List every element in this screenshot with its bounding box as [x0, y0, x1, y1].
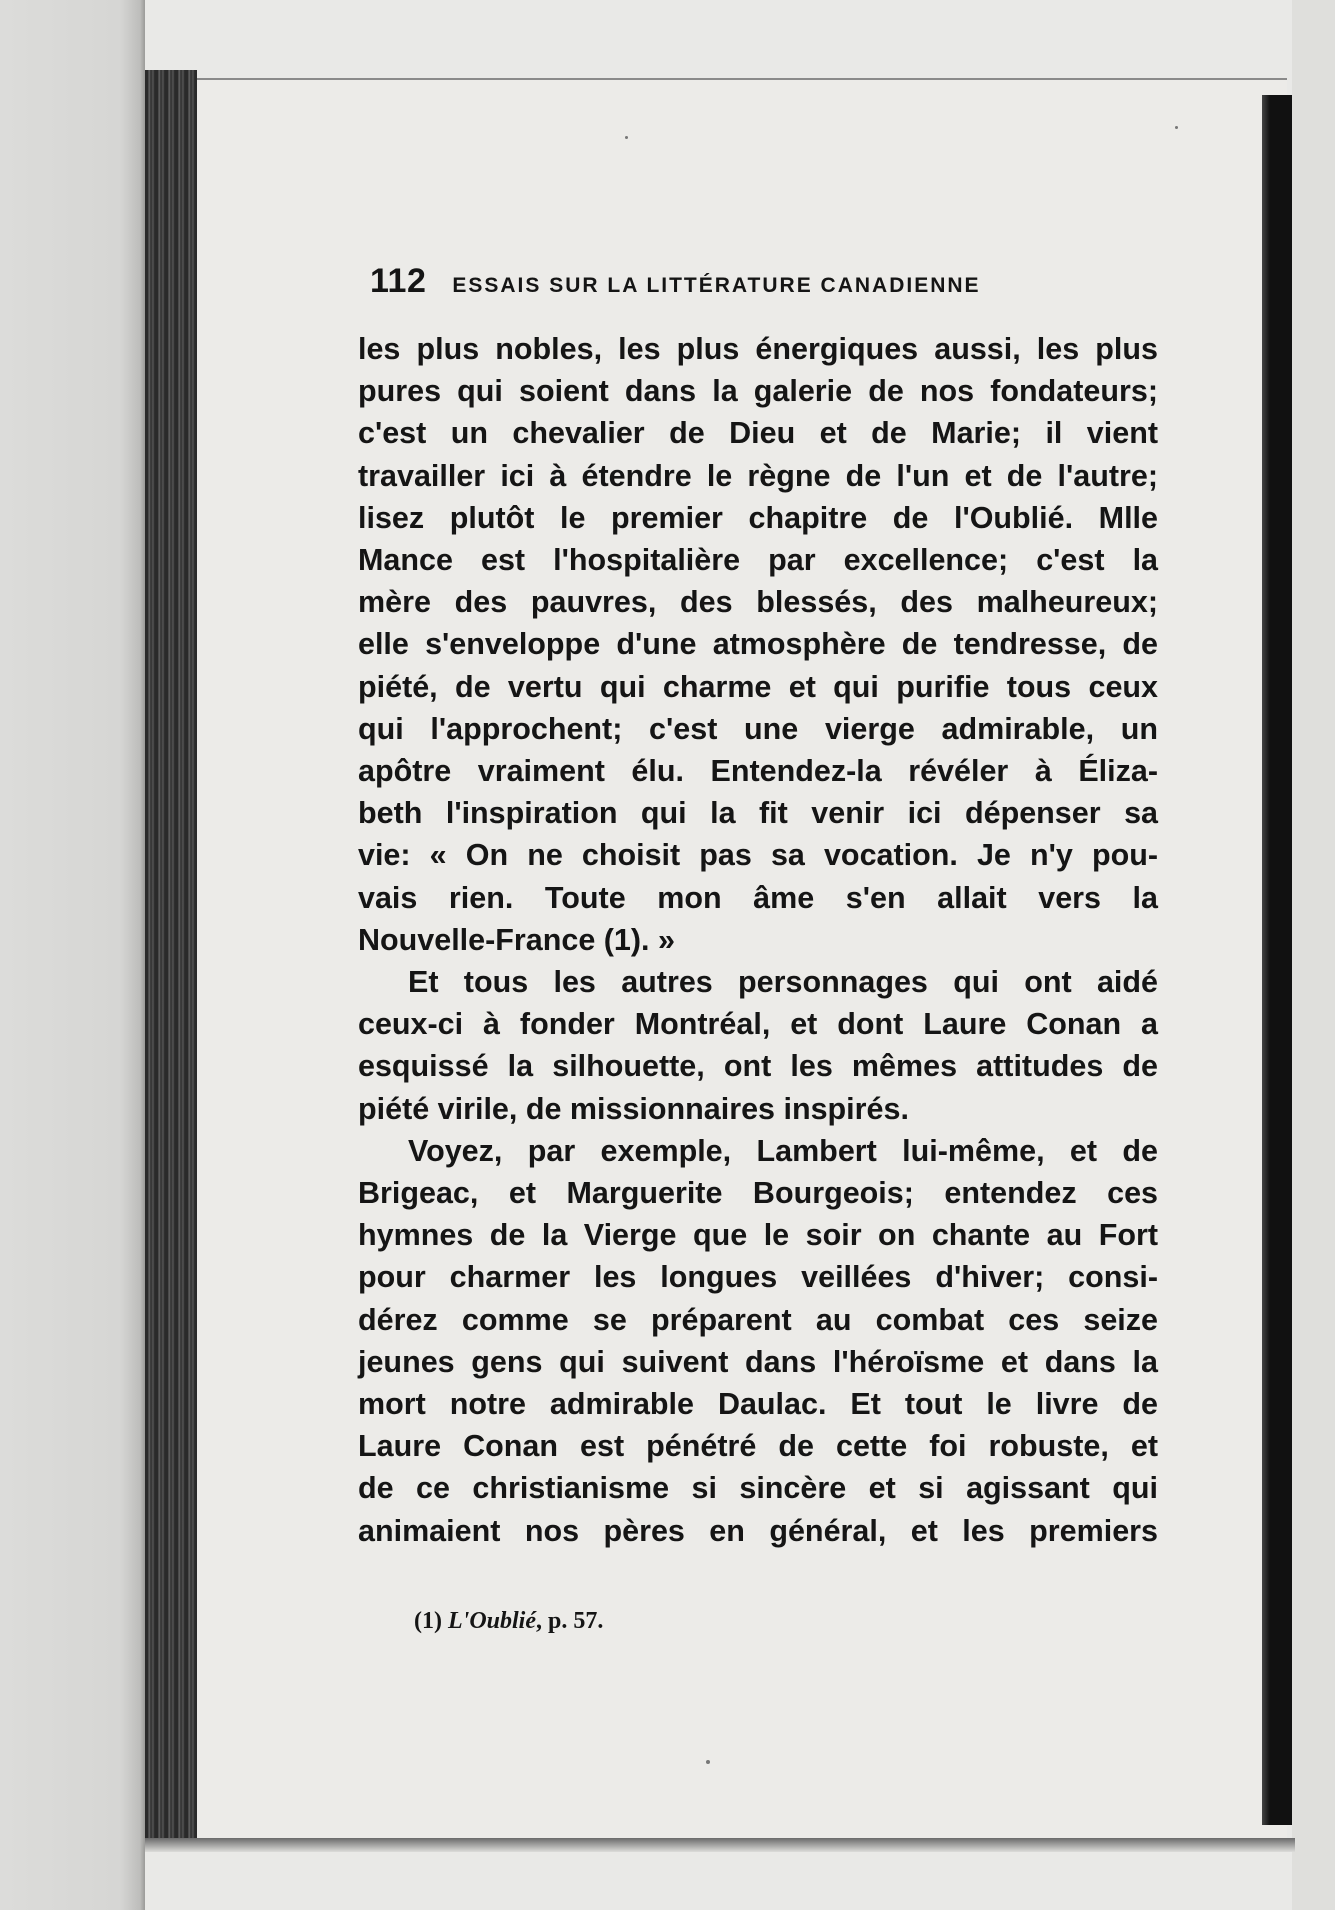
text-line: c'est un chevalier de Dieu et de Marie; il vient — [358, 416, 1158, 451]
text-line: dérez comme se préparent au combat ces seize — [358, 1302, 1158, 1337]
text-line: Brigeac, et Marguerite Bourgeois; entendez ces — [358, 1176, 1158, 1211]
text-line: jeunes gens qui suivent dans l'héroïsme et dans la — [358, 1344, 1158, 1379]
page-bottom-shadow — [145, 1838, 1295, 1852]
text-line: de ce christianisme si sincère et si agissant qui — [358, 1471, 1158, 1506]
text-line: apôtre vraiment élu. Entendez-la révéler à Éliza- — [358, 754, 1158, 789]
text-line: ceux-ci à fonder Montréal, et dont Laure Conan a — [358, 1007, 1158, 1042]
text-line: Et tous les autres personnages qui ont aidé — [408, 965, 1158, 1000]
text-line: Mance est l'hospitalière par excellence; c'est la — [358, 543, 1158, 578]
scan-speck — [706, 1760, 710, 1764]
paragraph-3 — [358, 1130, 1158, 1552]
text-line: travailler ici à étendre le règne de l'un et de l'autre; — [358, 458, 1158, 493]
text-line: mort notre admirable Daulac. Et tout le livre de — [358, 1387, 1158, 1422]
text-line: qui l'approchent; c'est une vierge admirable, un — [358, 711, 1158, 746]
footnote-title: L'Oublié — [447, 1608, 536, 1634]
text-line: mère des pauvres, des blessés, des malheureux; — [358, 585, 1158, 620]
text-line: piété, de vertu qui charme et qui purifie tous ceux — [358, 669, 1158, 704]
text-line: hymnes de la Vierge que le soir on chante au Fort — [358, 1218, 1158, 1253]
text-line: beth l'inspiration qui la fit venir ici dépenser sa — [358, 796, 1158, 831]
paragraph-1 — [358, 328, 1158, 961]
scan-margin-right — [1292, 0, 1335, 1910]
text-line: Laure Conan est pénétré de cette foi robuste, et — [358, 1429, 1158, 1464]
running-title: ESSAIS SUR LA LITTÉRATURE CANADIENNE — [452, 274, 981, 297]
text-line: vais rien. Toute mon âme s'en allait vers la — [358, 880, 1158, 915]
scan-margin-left — [0, 0, 145, 1910]
text-line: Voyez, par exemple, Lambert lui-même, et de — [408, 1133, 1158, 1168]
footnote — [414, 1608, 603, 1635]
text-line: animaient nos pères en général, et les premiers — [358, 1513, 1158, 1548]
text-line: esquissé la silhouette, ont les mêmes attitudes de — [358, 1049, 1158, 1084]
book-spine-edge — [145, 70, 197, 1845]
running-head — [370, 262, 1158, 314]
text-line: Nouvelle-France (1). » — [358, 922, 675, 957]
text-line: lisez plutôt le premier chapitre de l'Oublié. Mlle — [358, 500, 1158, 535]
text-line: pures qui soient dans la galerie de nos fondateurs; — [358, 374, 1158, 409]
next-page-edge — [1262, 95, 1292, 1825]
footnote-number: (1) — [414, 1608, 442, 1634]
text-line: piété virile, de missionnaires inspirés. — [358, 1091, 909, 1126]
body-text — [358, 328, 1158, 1552]
page-number: 112 — [370, 262, 427, 300]
page-text-block — [358, 262, 1158, 1552]
scan-speck — [625, 136, 628, 139]
text-line: les plus nobles, les plus énergiques aussi, les plus — [358, 332, 1158, 366]
paragraph-2 — [358, 961, 1158, 1130]
text-line: vie: « On ne choisit pas sa vocation. Je n'y pou- — [358, 838, 1158, 873]
text-line: elle s'enveloppe d'une atmosphère de tendresse, de — [358, 627, 1158, 662]
scan-speck — [1175, 126, 1178, 129]
footnote-page-ref: , p. 57. — [535, 1608, 604, 1634]
text-line: pour charmer les longues veillées d'hiver; consi- — [358, 1260, 1158, 1295]
